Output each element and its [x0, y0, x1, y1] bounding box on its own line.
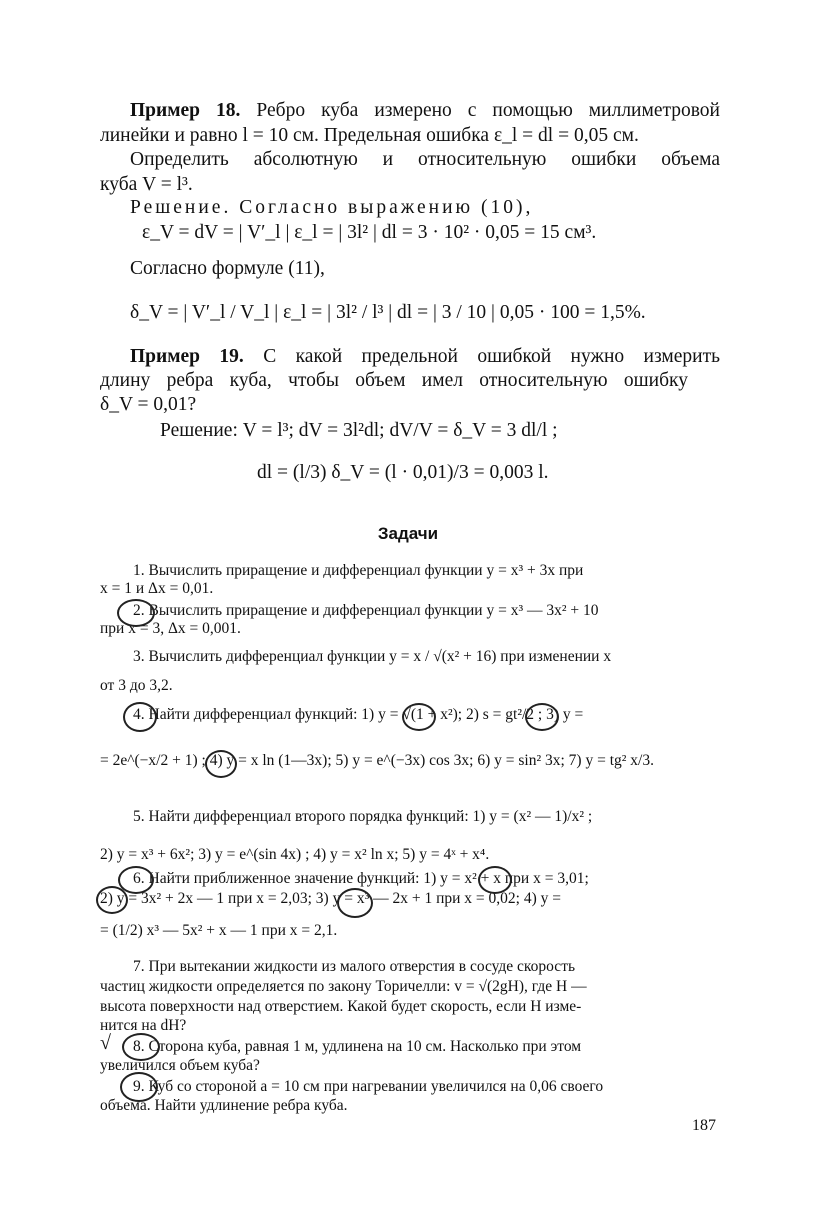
pen-circle	[96, 886, 128, 914]
example-19-text-1: С какой предельной ошибкой нужно измерить	[263, 346, 720, 367]
example-19-line-2: длину ребра куба, чтобы объем имел относительную ошибку	[100, 370, 688, 391]
example-18-line-1	[130, 100, 720, 122]
problem-1-line-1: 1. Вычислить приращение и дифференциал функции y = x³ + 3x при	[133, 562, 584, 579]
pen-circle	[117, 599, 155, 627]
example-19-solution-formula-2: dl = (l/3) δ_V = (l · 0,01)/3 = 0,003 l.	[257, 462, 549, 483]
problem-7-line-1: 7. При вытекании жидкости из малого отверстия в сосуде скорость	[133, 958, 576, 975]
problem-2-line-2: при x = 3, Δx = 0,001.	[100, 620, 241, 637]
problem-9-line-1: 9. Куб со стороной a = 10 см при нагревании увеличился на 0,06 своего	[133, 1078, 604, 1095]
pen-circle	[122, 1033, 160, 1061]
example-19-line-1	[130, 346, 720, 368]
problem-6-line-2: 2) y = 3x² + 2x — 1 при x = 2,03; 3) y = x³ — 2x + 1 при x = 0,02; 4) y =	[100, 890, 562, 907]
problem-4-line-2: = 2e^(−x/2 + 1) ; 4) y = x ln (1—3x); 5) y = e^(−3x) cos 3x; 6) y = sin² 3x; 7) y = tg² x/3.	[100, 752, 654, 769]
problem-2-line-1: 2. Вычислить приращение и дифференциал функции y = x³ — 3x² + 10	[133, 602, 599, 619]
example-19-line-3: δ_V = 0,01?	[100, 394, 197, 415]
example-18-line-4: куба V = l³.	[100, 174, 193, 195]
problem-9-line-2: объема. Найти удлинение ребра куба.	[100, 1097, 348, 1114]
example-18-line-2: линейки и равно l = 10 см. Предельная ошибка ε_l = dl = 0,05 см.	[100, 125, 639, 146]
problem-4-line-1: 4. Найти дифференциал функций: 1) y = √(1 + x²); 2) s = gt²/2 ; 3) y =	[133, 706, 584, 723]
problem-7-line-3: высота поверхности над отверстием. Какой будет скорость, если H изме-	[100, 998, 582, 1015]
example-18-solution-formula-2: δ_V = | V′_l / V_l | ε_l = | 3l² / l³ | dl = | 3 / 10 | 0,05 · 100 = 1,5%.	[130, 302, 646, 323]
check-mark: √	[100, 1032, 111, 1054]
problem-5-line-2: 2) y = x³ + 6x²; 3) y = e^(sin 4x) ; 4) y = x² ln x; 5) y = 4ˣ + x⁴.	[100, 846, 490, 863]
problem-5-line-1: 5. Найти дифференциал второго порядка функций: 1) y = (x² — 1)/x² ;	[133, 808, 593, 825]
problem-6-line-1: 6. Найти приближенное значение функций: 1) y = x² + x при x = 3,01;	[133, 870, 589, 887]
problem-7-line-2: частиц жидкости определяется по закону Торичелли: v = √(2gH), где H —	[100, 978, 587, 995]
problem-3-line-2: от 3 до 3,2.	[100, 677, 173, 694]
example-18-label: Пример 18.	[130, 100, 241, 121]
example-18-solution-formula: ε_V = dV = | V′_l | ε_l = | 3l² | dl = 3 · 10² · 0,05 = 15 см³.	[142, 222, 597, 243]
problem-3-line-1: 3. Вычислить дифференциал функции y = x / √(x² + 16) при изменении x	[133, 648, 612, 665]
pen-circle	[402, 703, 436, 731]
problem-1-line-2: x = 1 и Δx = 0,01.	[100, 580, 214, 597]
pen-circle	[120, 1072, 158, 1102]
pen-circle	[337, 888, 373, 918]
example-18-text-1: Ребро куба измерено с помощью миллиметровой	[256, 100, 720, 121]
example-18-line-3: Определить абсолютную и относительную ошибки объема	[130, 149, 720, 170]
problem-8-line-2: увеличился объем куба?	[100, 1057, 260, 1074]
problem-6-line-3: = (1/2) x³ — 5x² + x — 1 при x = 2,1.	[100, 922, 338, 939]
example-19-solution-formula: Решение: V = l³; dV = 3l²dl; dV/V = δ_V = 3 dl/l ;	[160, 420, 558, 441]
problem-8-line-1: 8. Сторона куба, равная 1 м, удлинена на 10 см. Насколько при этом	[133, 1038, 582, 1055]
section-title: Задачи	[377, 524, 439, 543]
pen-circle	[525, 703, 559, 731]
page-number: 187	[692, 1117, 716, 1134]
example-19-label: Пример 19.	[130, 346, 244, 367]
pen-circle	[205, 750, 237, 778]
pen-circle	[123, 702, 157, 732]
pen-circle	[478, 866, 512, 894]
problem-7-line-4: нится на dH?	[100, 1017, 187, 1034]
example-18-solution-intro: Решение. Согласно выражению (10),	[130, 197, 534, 218]
example-18-solution-intro-2: Согласно формуле (11),	[130, 258, 325, 279]
